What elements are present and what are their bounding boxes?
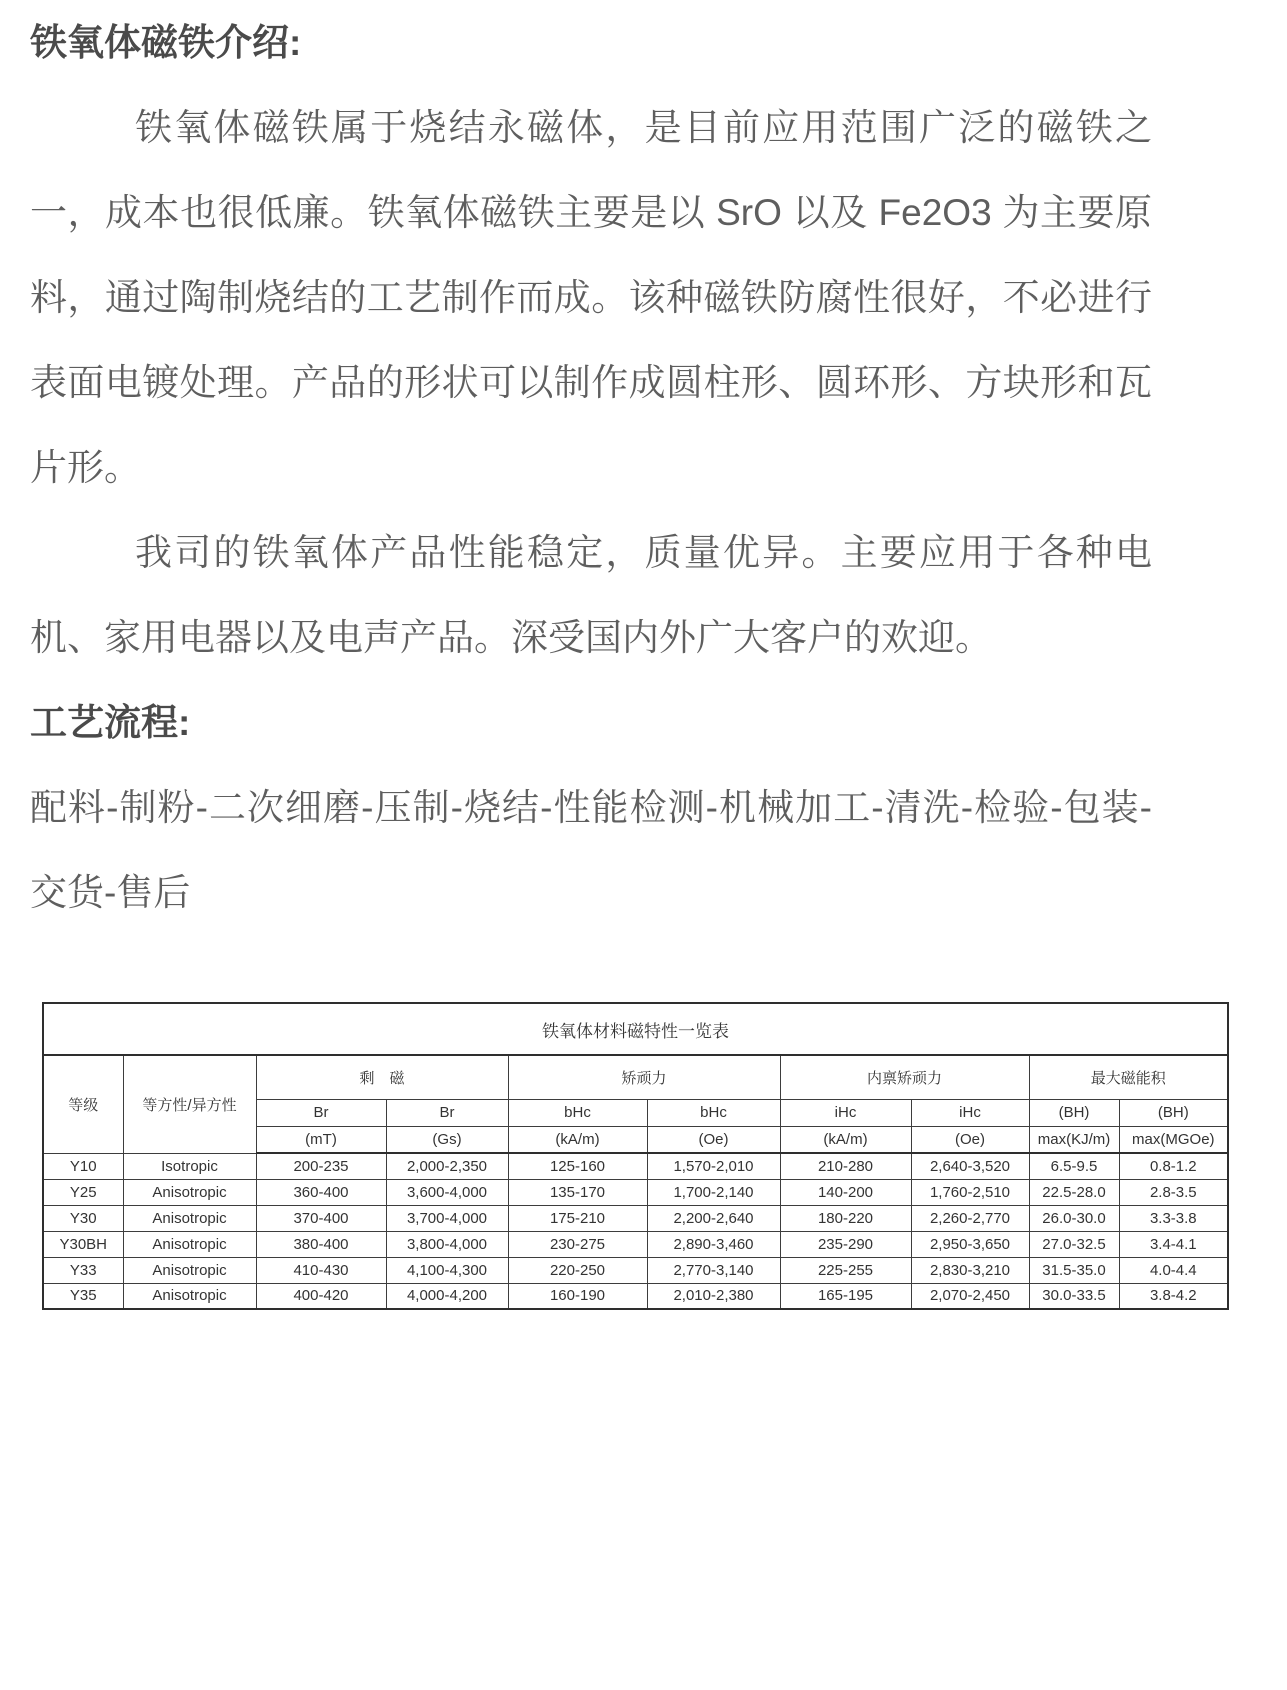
grade-cell: Y30BH bbox=[43, 1231, 123, 1257]
header-isotropy: 等方性/异方性 bbox=[123, 1055, 256, 1153]
header-symbol: bHc bbox=[508, 1099, 647, 1126]
value-cell: 30.0-33.5 bbox=[1029, 1283, 1119, 1309]
ferrite-properties-table bbox=[42, 1002, 1229, 1310]
value-cell: 160-190 bbox=[508, 1283, 647, 1309]
isotropy-cell: Isotropic bbox=[123, 1153, 256, 1179]
value-cell: 370-400 bbox=[256, 1205, 386, 1231]
header-grade: 等级 bbox=[43, 1055, 123, 1153]
intro-paragraph-1: 铁氧体磁铁属于烧结永磁体，是目前应用范围广泛的磁铁之一，成本也很低廉。铁氧体磁铁主要是以 SrO 以及 Fe2O3 为主要原料，通过陶制烧结的工艺制作而成。该种磁铁防腐性很好，不必进行表面电镀处理。产品的形状可以制作成圆柱形、圆环形、方块形和瓦片形。 bbox=[30, 107, 1152, 488]
value-cell: 26.0-30.0 bbox=[1029, 1205, 1119, 1231]
header-group-coercivity: 矫顽力 bbox=[508, 1055, 780, 1099]
header-unit: max(KJ/m) bbox=[1029, 1126, 1119, 1153]
value-cell: 400-420 bbox=[256, 1283, 386, 1309]
value-cell: 0.8-1.2 bbox=[1119, 1153, 1228, 1179]
process-heading: 工艺流程: bbox=[30, 702, 191, 743]
table-row bbox=[43, 1283, 1228, 1309]
header-symbol: Br bbox=[256, 1099, 386, 1126]
table-row bbox=[43, 1205, 1228, 1231]
value-cell: 200-235 bbox=[256, 1153, 386, 1179]
header-symbol: (BH) bbox=[1029, 1099, 1119, 1126]
value-cell: 1,700-2,140 bbox=[647, 1179, 780, 1205]
value-cell: 2,070-2,450 bbox=[911, 1283, 1029, 1309]
value-cell: 2,890-3,460 bbox=[647, 1231, 780, 1257]
value-cell: 2,000-2,350 bbox=[386, 1153, 508, 1179]
table-row bbox=[43, 1257, 1228, 1283]
value-cell: 2,830-3,210 bbox=[911, 1257, 1029, 1283]
value-cell: 140-200 bbox=[780, 1179, 911, 1205]
isotropy-cell: Anisotropic bbox=[123, 1205, 256, 1231]
value-cell: 2,260-2,770 bbox=[911, 1205, 1029, 1231]
value-cell: 3.8-4.2 bbox=[1119, 1283, 1228, 1309]
header-unit: (Oe) bbox=[911, 1126, 1029, 1153]
isotropy-cell: Anisotropic bbox=[123, 1179, 256, 1205]
value-cell: 380-400 bbox=[256, 1231, 386, 1257]
value-cell: 180-220 bbox=[780, 1205, 911, 1231]
value-cell: 3,800-4,000 bbox=[386, 1231, 508, 1257]
value-cell: 3,600-4,000 bbox=[386, 1179, 508, 1205]
grade-cell: Y10 bbox=[43, 1153, 123, 1179]
value-cell: 1,760-2,510 bbox=[911, 1179, 1029, 1205]
value-cell: 125-160 bbox=[508, 1153, 647, 1179]
value-cell: 220-250 bbox=[508, 1257, 647, 1283]
header-symbol: iHc bbox=[911, 1099, 1029, 1126]
value-cell: 27.0-32.5 bbox=[1029, 1231, 1119, 1257]
process-flow-text: 配料-制粉-二次细磨-压制-烧结-性能检测-机械加工-清洗-检验-包装-交货-售后 bbox=[30, 787, 1152, 913]
grade-cell: Y35 bbox=[43, 1283, 123, 1309]
grade-cell: Y33 bbox=[43, 1257, 123, 1283]
header-symbol: Br bbox=[386, 1099, 508, 1126]
value-cell: 2,950-3,650 bbox=[911, 1231, 1029, 1257]
value-cell: 3.3-3.8 bbox=[1119, 1205, 1228, 1231]
value-cell: 210-280 bbox=[780, 1153, 911, 1179]
value-cell: 165-195 bbox=[780, 1283, 911, 1309]
value-cell: 225-255 bbox=[780, 1257, 911, 1283]
value-cell: 2,010-2,380 bbox=[647, 1283, 780, 1309]
header-symbol: iHc bbox=[780, 1099, 911, 1126]
value-cell: 235-290 bbox=[780, 1231, 911, 1257]
value-cell: 2,200-2,640 bbox=[647, 1205, 780, 1231]
header-unit: (mT) bbox=[256, 1126, 386, 1153]
grade-cell: Y30 bbox=[43, 1205, 123, 1231]
intro-paragraph-2: 我司的铁氧体产品性能稳定，质量优异。主要应用于各种电机、家用电器以及电声产品。深受国内外广大客户的欢迎。 bbox=[30, 532, 1152, 658]
value-cell: 1,570-2,010 bbox=[647, 1153, 780, 1179]
header-symbol: (BH) bbox=[1119, 1099, 1228, 1126]
table-group-header-row bbox=[43, 1055, 1228, 1099]
header-group-intrinsic-coercivity: 内禀矫顽力 bbox=[780, 1055, 1029, 1099]
header-unit: (Oe) bbox=[647, 1126, 780, 1153]
table-row bbox=[43, 1179, 1228, 1205]
value-cell: 4,000-4,200 bbox=[386, 1283, 508, 1309]
value-cell: 360-400 bbox=[256, 1179, 386, 1205]
value-cell: 2,640-3,520 bbox=[911, 1153, 1029, 1179]
intro-heading: 铁氧体磁铁介绍: bbox=[30, 22, 302, 63]
grade-cell: Y25 bbox=[43, 1179, 123, 1205]
value-cell: 3.4-4.1 bbox=[1119, 1231, 1228, 1257]
value-cell: 3,700-4,000 bbox=[386, 1205, 508, 1231]
value-cell: 6.5-9.5 bbox=[1029, 1153, 1119, 1179]
value-cell: 230-275 bbox=[508, 1231, 647, 1257]
isotropy-cell: Anisotropic bbox=[123, 1257, 256, 1283]
value-cell: 2,770-3,140 bbox=[647, 1257, 780, 1283]
table-title: 铁氧体材料磁特性一览表 bbox=[43, 1003, 1228, 1055]
header-group-max-energy-product: 最大磁能积 bbox=[1029, 1055, 1228, 1099]
table-row bbox=[43, 1153, 1228, 1179]
header-unit: (Gs) bbox=[386, 1126, 508, 1153]
header-group-remanence: 剩 磁 bbox=[256, 1055, 508, 1099]
header-unit: (kA/m) bbox=[780, 1126, 911, 1153]
value-cell: 31.5-35.0 bbox=[1029, 1257, 1119, 1283]
value-cell: 410-430 bbox=[256, 1257, 386, 1283]
value-cell: 22.5-28.0 bbox=[1029, 1179, 1119, 1205]
table-row bbox=[43, 1231, 1228, 1257]
header-unit: max(MGOe) bbox=[1119, 1126, 1228, 1153]
isotropy-cell: Anisotropic bbox=[123, 1283, 256, 1309]
table-title-row bbox=[43, 1003, 1228, 1055]
value-cell: 2.8-3.5 bbox=[1119, 1179, 1228, 1205]
isotropy-cell: Anisotropic bbox=[123, 1231, 256, 1257]
value-cell: 135-170 bbox=[508, 1179, 647, 1205]
value-cell: 4.0-4.4 bbox=[1119, 1257, 1228, 1283]
value-cell: 175-210 bbox=[508, 1205, 647, 1231]
value-cell: 4,100-4,300 bbox=[386, 1257, 508, 1283]
header-unit: (kA/m) bbox=[508, 1126, 647, 1153]
header-symbol: bHc bbox=[647, 1099, 780, 1126]
